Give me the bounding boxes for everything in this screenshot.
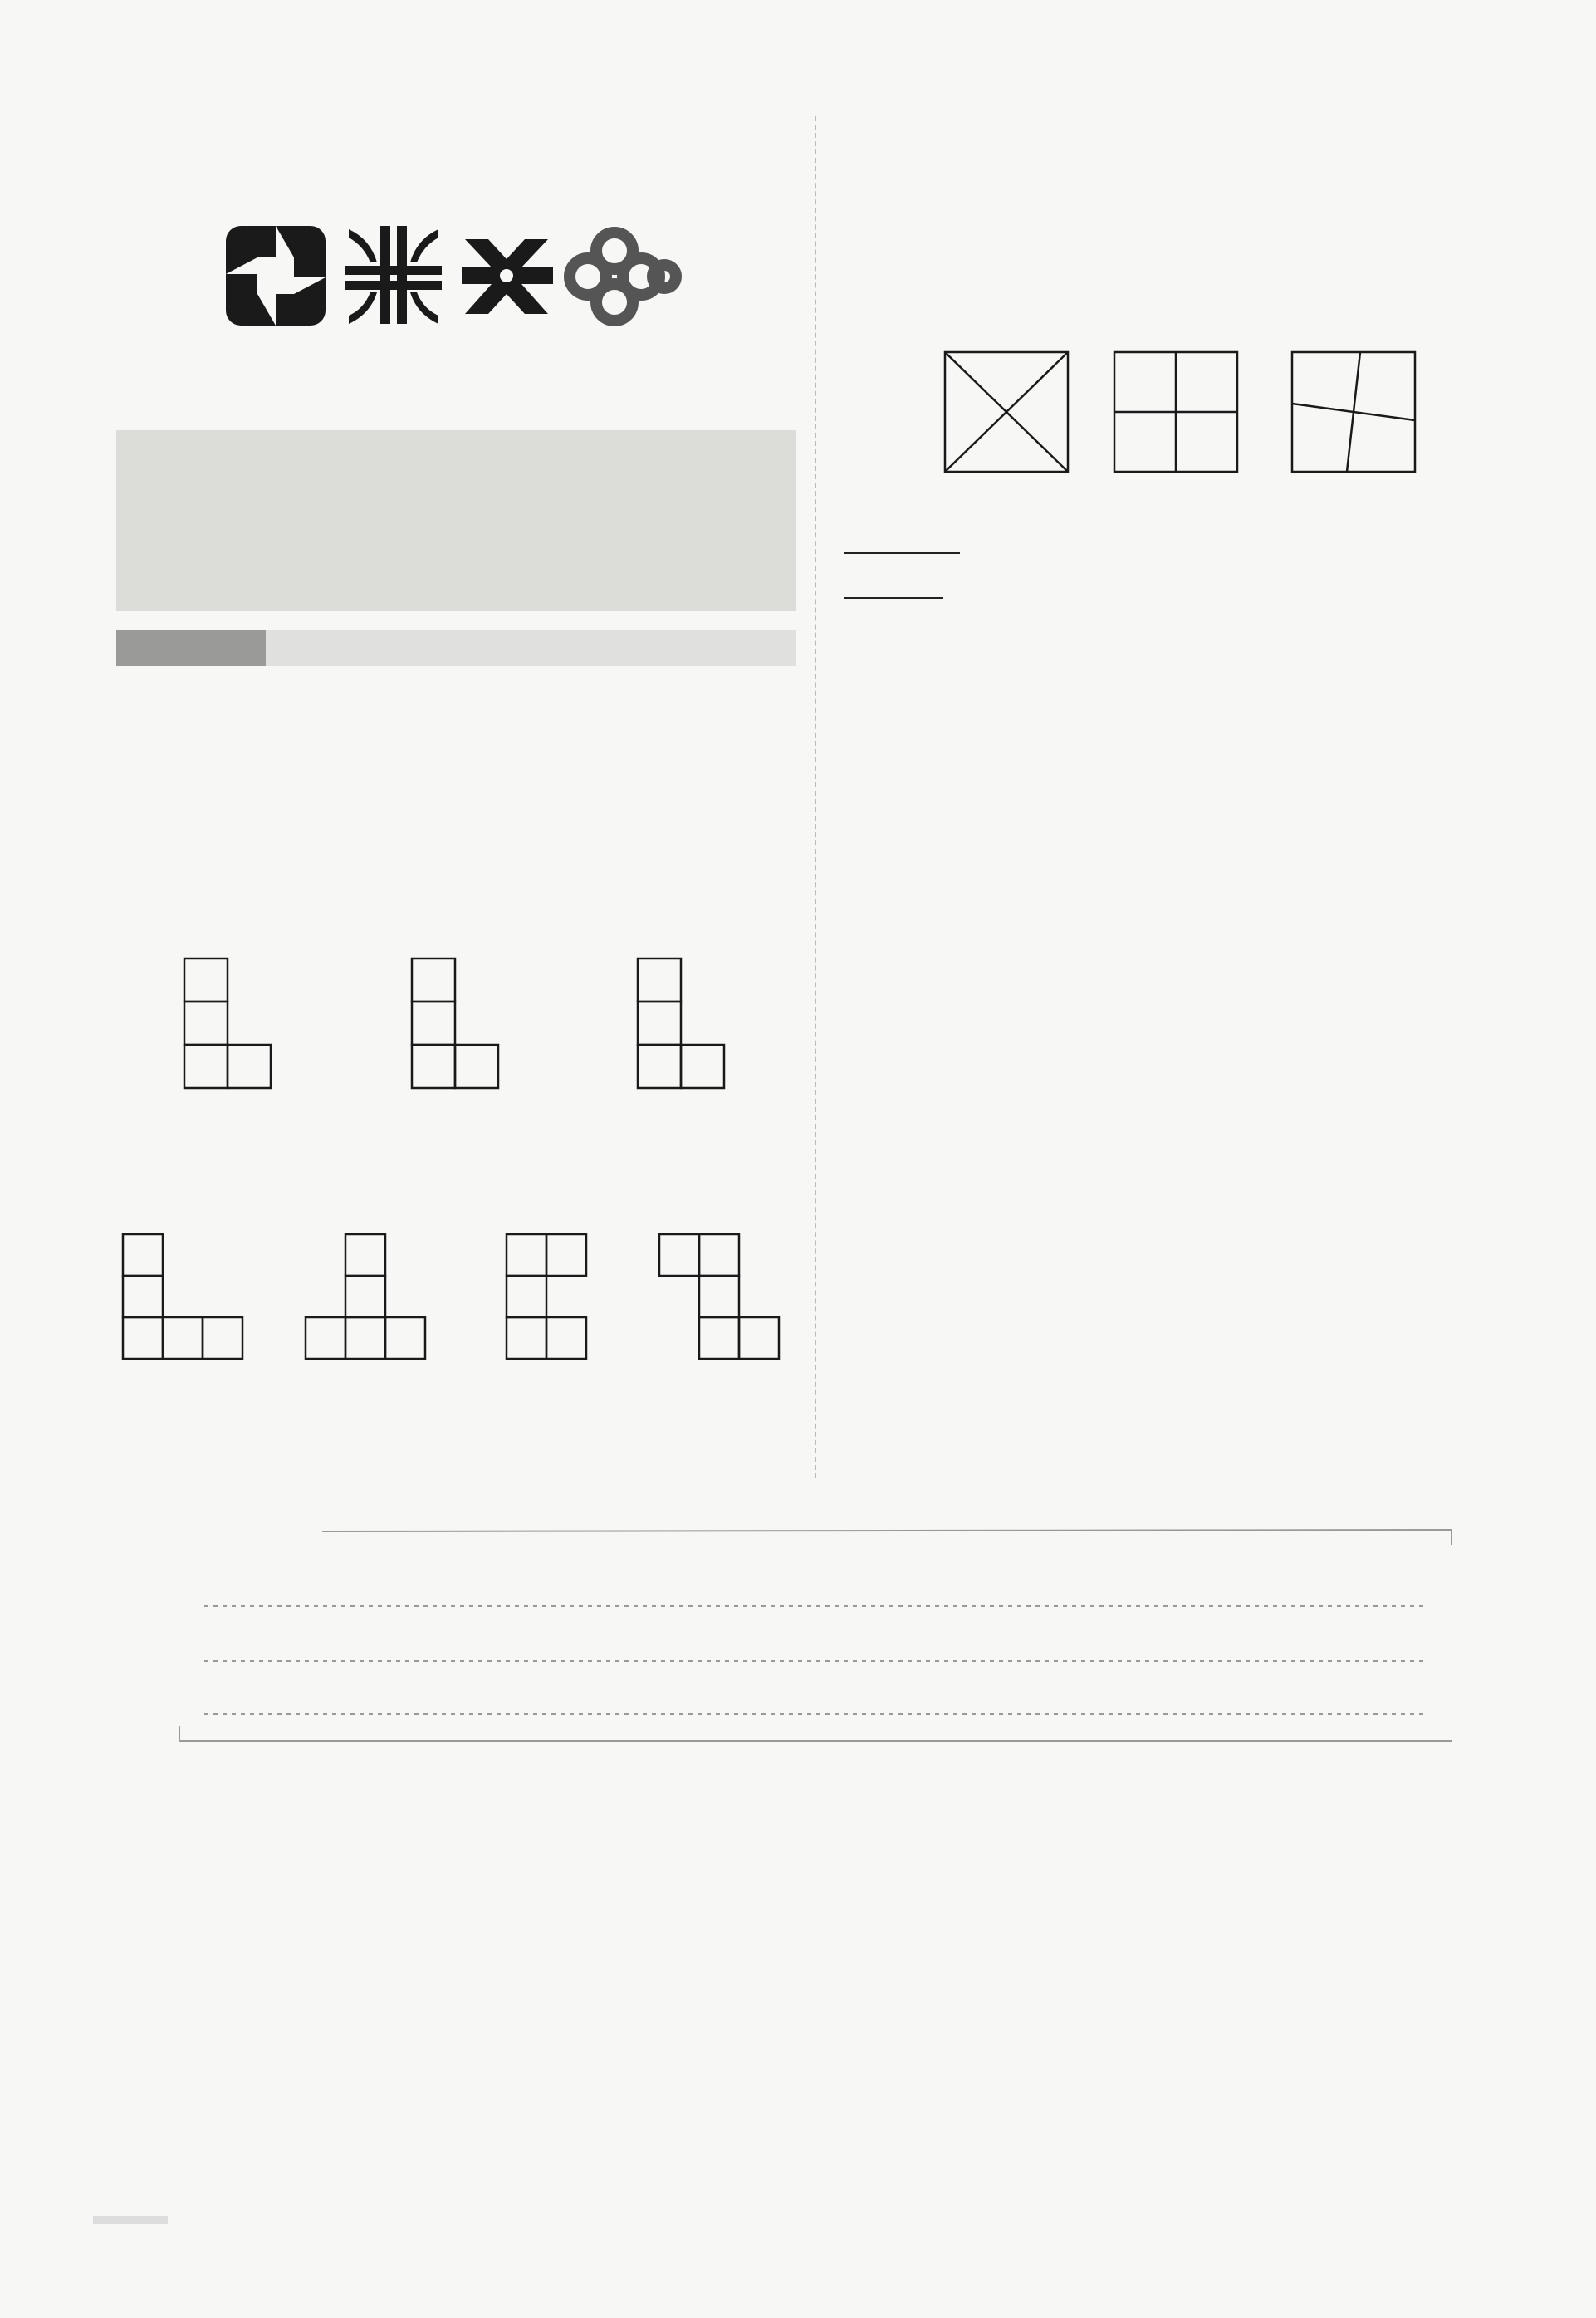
solution-figures: [121, 1233, 786, 1362]
solution-figure-4: [659, 1234, 779, 1359]
solution-figure-1: [123, 1234, 242, 1359]
practice-line-1: [169, 118, 194, 163]
logo-figures: [224, 223, 689, 331]
l-shape-1: [184, 958, 271, 1088]
road-design-tilted: [1292, 352, 1415, 472]
task-tag: [116, 630, 266, 666]
answer-blank: [844, 597, 943, 599]
triangle-grids-question: [972, 1078, 1403, 1166]
tip-box: [116, 430, 796, 611]
l-shape-figures: [183, 957, 764, 1090]
method-line-1: [895, 478, 920, 523]
logo-knot-icon: [570, 233, 676, 321]
task-header: [116, 630, 796, 666]
road-design-cross: [1114, 352, 1237, 472]
l-shape-spare: [638, 958, 724, 1088]
solution-figure-3: [507, 1234, 586, 1359]
road-designs: [943, 350, 1417, 473]
triangle-grids-answer-1: [889, 1266, 1480, 1350]
logo-x-icon: [462, 239, 553, 314]
page-number-underline: [93, 2216, 168, 2224]
l-shape-2: [412, 958, 498, 1088]
solution-figure-2: [306, 1234, 425, 1359]
method-line-2: [844, 523, 960, 568]
method-line-3: [844, 568, 943, 613]
reflection-box: [176, 1527, 1455, 1746]
column-divider: [815, 116, 816, 1478]
answer-blank: [844, 552, 960, 554]
logo-cross-icon: [345, 226, 442, 324]
logo-square-icon: [226, 226, 326, 326]
triangle-grids-answer-2: [988, 1412, 1378, 1497]
road-design-diagonal: [945, 352, 1068, 472]
